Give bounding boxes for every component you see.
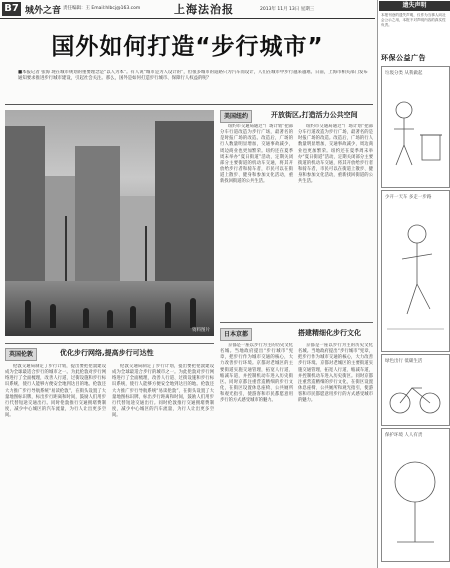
article-tag: 英国伦敦 (5, 348, 37, 361)
article-header-kyoto (220, 328, 373, 339)
article-tag: 日本京都 (220, 328, 252, 341)
photo-credit: 资料图片 (192, 328, 210, 333)
sidebar (377, 0, 450, 568)
lead-paragraph: ■本报记者 张海 现在城市规划的重要理念是“以人为本”。有人说“城市是为人设计的”，但很多城市的道路只为汽车而设计，人们在城市中步行越来越难。日前，上海市相关部门发布通知要求推进步行城市建设，引起社会关注。那么，国外是如何打造步行城市、保障行人权益的呢？ (18, 70, 368, 82)
sketch-tree-icon (382, 447, 449, 557)
editor-info: 责任编辑：王 Email:hlbcj@163.com (63, 6, 141, 11)
article-body-london-col2: 伦敦交通局制定了步行计划，提出要把伦敦建设成为全球最适合步行的城市之一。为此伦敦对步行网络进行了全面梳理，改善人行道、过街设施和步行标识系统，使行人能够方便安全地到达目的地。伦敦还大力推广步行导航系统“易读伦敦”，在街头设置了大量地图标识牌，标出步行距离和时间，鼓励人们用步行代替短途交通出行。同时伦敦推行交通拥堵费制度，减少中心城区的汽车流量，为行人让出更多空间。 (112, 364, 214, 419)
article-body-london-col1: 伦敦交通局制定了步行计划，提出要把伦敦建设成为全球最适合步行的城市之一。为此伦敦对步行网络进行了全面梳理，改善人行道、过街设施和步行标识系统，使行人能够方便安全地到达目的地。伦敦还大力推广步行导航系统“易读伦敦”，在街头设置了大量地图标识牌，标出步行距离和时间，鼓励人们用步行代替短途交通出行。同时伦敦推行交通拥堵费制度，减少中心城区的汽车流量，为行人让出更多空间。 (5, 364, 106, 419)
article-title: 搭建精细化步行文化 (298, 329, 361, 337)
divider (5, 104, 373, 105)
paper-name: 上海法治报 (174, 3, 234, 16)
sketch-walker-icon (382, 209, 449, 349)
ad-sketch-panel: 保护环境 人人有责 (381, 428, 450, 562)
article-body-kyoto-col2: 京都是一座以步行为主的历史文化名城。当地政府提出“步行城市”宪章，把步行作为城市交通的核心，大力改善步行环境。京都对老城区的主要街道实施交通管理，拓宽人行道、缩减车道，并控制机动车进入历史街区。同时京都注重营造精细的步行文化，在街区设置休息座椅、公共厕所和观光指引，使游客和市民都愿意用步行的方式感受城市的魅力。 (298, 343, 373, 404)
article-header-newyork (220, 110, 373, 121)
ad-sketch-panel: 少开一天车 多走一步路 (381, 190, 450, 352)
street-photo (5, 110, 214, 336)
article-title: 优化步行网络,提高步行可达性 (60, 349, 154, 357)
sketch-figure-icon (382, 85, 449, 185)
ad-sketch-panel: 绿色出行 低碳生活 (381, 354, 450, 426)
article-tag: 美国纽约 (220, 110, 252, 123)
page-headline: 国外如何打造“步行城市” (51, 34, 324, 60)
ad-title: 环保公益广告 (381, 54, 426, 62)
page-number: B7 (2, 2, 21, 16)
article-title: 开放街区,打造活力公共空间 (271, 111, 358, 119)
issue-date: 2013年 11月 13日 星期三 (260, 7, 315, 12)
page-header (0, 0, 375, 19)
section-name: 城外之音 (25, 6, 62, 16)
ad-sketch-panel: 垃圾分类 从我做起 (381, 66, 450, 188)
sketch-bike-icon (382, 373, 449, 423)
article-header-london (5, 348, 214, 359)
notice-statement: 本报刊登的遗失声明，仅作为当事人向社会公示之用，本报不对声明内容的真实性负责。 (381, 13, 446, 27)
article-body-newyork-col2: 纽约市交通局通过“广场计划”把部分车行道改造为步行广场，最著名的是时报广场的改造。改造后，广场的行人数量明显增加，交通事故减少，周边商业也更加繁荣。纽约还在夏季周末举办“夏日街道”活动，定期关闭部分主要街道的机动车交通，将其开放给步行者和骑车者，市民可以在街道上散步、健身和参加文化活动，重新找回街道的公共生活。 (298, 124, 373, 185)
notice-header: 遗失声明 (379, 1, 450, 11)
article-body-kyoto-col1: 京都是一座以步行为主的历史文化名城。当地政府提出“步行城市”宪章，把步行作为城市交通的核心，大力改善步行环境。京都对老城区的主要街道实施交通管理，拓宽人行道、缩减车道，并控制机动车进入历史街区。同时京都注重营造精细的步行文化，在街区设置休息座椅、公共厕所和观光指引，使游客和市民都愿意用步行的方式感受城市的魅力。 (220, 343, 293, 404)
article-body-newyork-col1: 纽约市交通局通过“广场计划”把部分车行道改造为步行广场，最著名的是时报广场的改造。改造后，广场的行人数量明显增加，交通事故减少，周边商业也更加繁荣。纽约还在夏季周末举办“夏日街道”活动，定期关闭部分主要街道的机动车交通，将其开放给步行者和骑车者，市民可以在街道上散步、健身和参加文化活动，重新找回街道的公共生活。 (220, 124, 293, 185)
